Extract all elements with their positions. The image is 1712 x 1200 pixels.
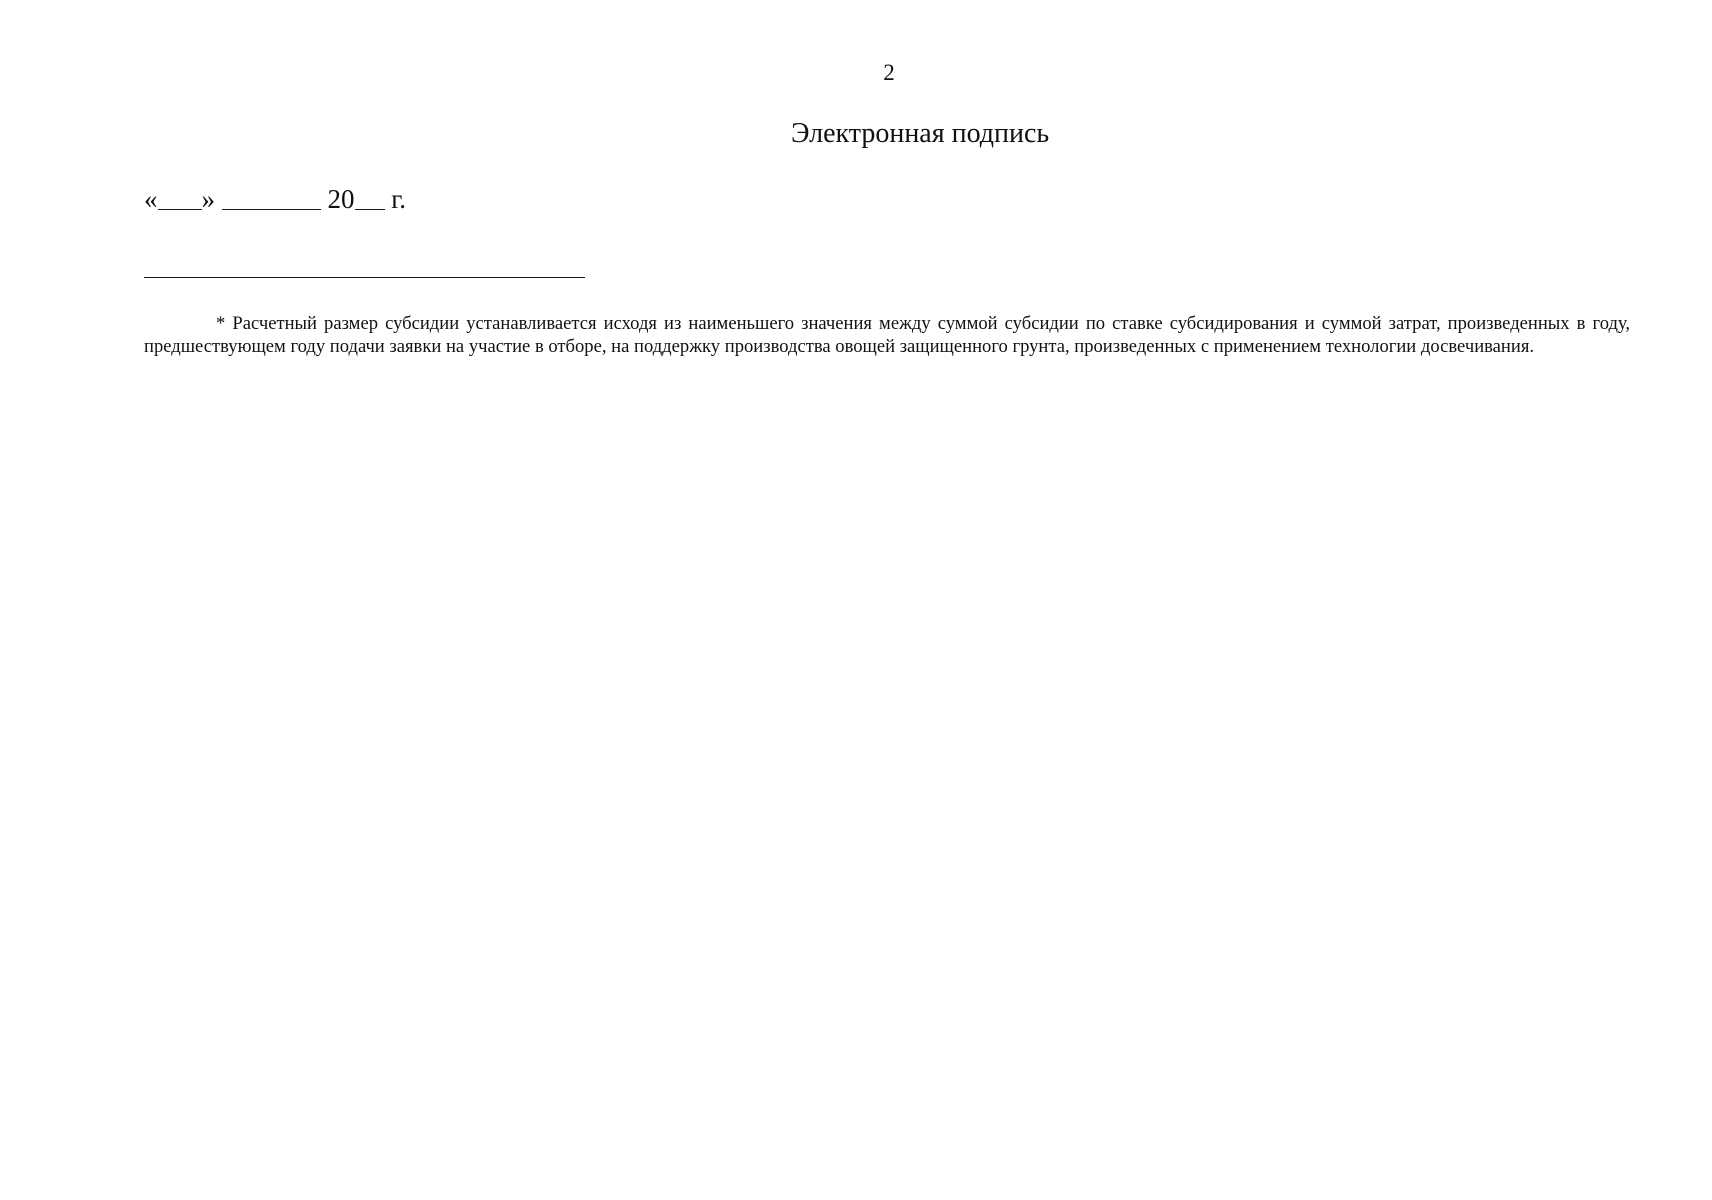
year-prefix: 20 xyxy=(327,184,355,214)
day-blank xyxy=(158,185,202,210)
footnote-text: * Расчетный размер субсидии устанавливается исходя из наименьшего значения между суммой субсидии по ставке субсидирования и суммой затрат, произведенных в году, предшествующем году подачи заявки на участие в отборе, на поддержку производства овощей защищенного грунта, произведенных с применением технологии досвечивания. xyxy=(144,313,1630,357)
signature-heading: Электронная подпись xyxy=(791,118,1050,149)
date-close-quote: » xyxy=(201,184,215,214)
year-suffix: г. xyxy=(391,184,407,214)
footnote-separator xyxy=(144,277,585,278)
page-number: 2 xyxy=(883,60,895,85)
month-blank xyxy=(222,185,321,210)
date-line xyxy=(144,182,406,216)
date-open-quote: « xyxy=(144,184,158,214)
year-blank xyxy=(355,185,385,210)
